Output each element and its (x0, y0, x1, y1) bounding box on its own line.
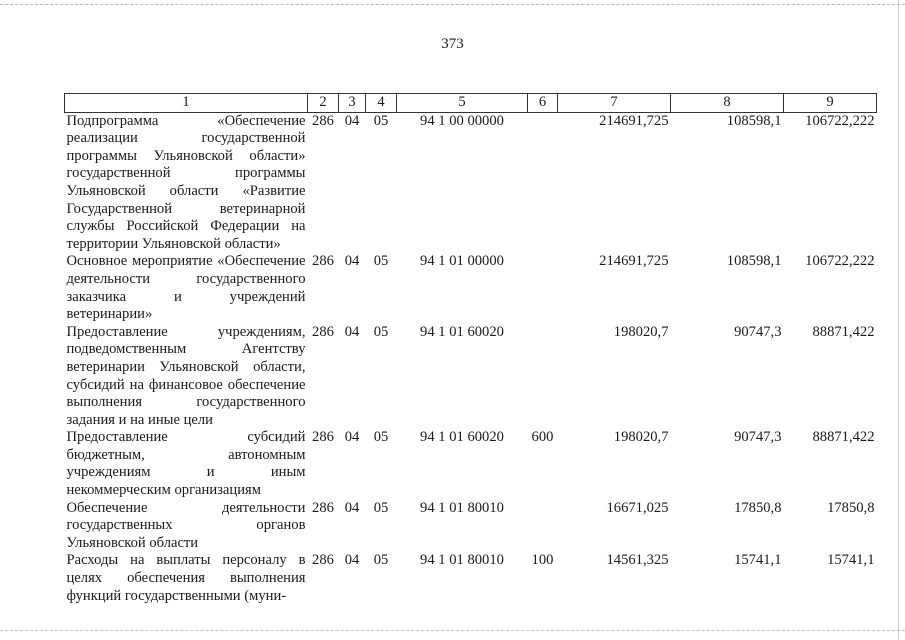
header-col-3: 3 (339, 94, 366, 113)
row-col-7: 198020,7 (613, 429, 669, 446)
row-col-8: 15741,1 (734, 552, 782, 569)
row-col-5: 94 1 01 80010 (420, 552, 504, 569)
row-col-8: 108598,1 (726, 112, 782, 129)
row-name: Расходы на выплаты персоналу в целях обеспечения выполнения функций государственными (муни- (66, 552, 306, 604)
row-col-4: 05 (373, 323, 389, 340)
budget-table (64, 93, 877, 605)
row-col-9: 88871,422 (812, 323, 875, 340)
row-col-3: 04 (344, 499, 360, 516)
row-col-5: 94 1 01 00000 (420, 253, 504, 270)
row-name: Предоставление учреждениям, подведомственным Агентству ветеринарии Ульяновской области, субсидий на финансовое обеспечение выполнения государственного задания и на иные цели (66, 323, 306, 428)
scan-bottom-edge (0, 630, 905, 631)
header-col-7: 7 (558, 94, 671, 113)
row-col-9: 106722,222 (805, 253, 875, 270)
header-col-5: 5 (397, 94, 528, 113)
row-col-7: 198020,7 (613, 323, 669, 340)
row-name: Основное мероприятие «Обеспечение деятельности государственного заказчика и учреждений ветеринарии» (66, 253, 306, 323)
table-row (65, 253, 877, 323)
row-col-5: 94 1 01 60020 (420, 323, 504, 340)
row-col-7: 214691,725 (599, 112, 669, 129)
row-col-4: 05 (373, 112, 389, 129)
scan-top-edge (0, 4, 905, 5)
row-col-4: 05 (373, 253, 389, 270)
table-row (65, 552, 877, 605)
row-name: Обеспечение деятельности государственных органов Ульяновской области (66, 499, 306, 551)
row-col-9: 106722,222 (805, 112, 875, 129)
row-col-3: 04 (344, 253, 360, 270)
page-number: 373 (441, 36, 464, 52)
row-col-3: 04 (344, 429, 360, 446)
row-col-8: 90747,3 (734, 429, 782, 446)
table-row (65, 500, 877, 553)
row-col-4: 05 (373, 499, 389, 516)
header-col-9: 9 (784, 94, 877, 113)
row-col-6 (528, 112, 558, 253)
row-col-9: 15741,1 (827, 552, 875, 569)
row-col-2: 286 (312, 552, 334, 569)
row-col-6: 100 (531, 552, 554, 569)
row-col-4: 05 (373, 429, 389, 446)
row-col-2: 286 (312, 323, 334, 340)
row-col-9: 17850,8 (827, 499, 875, 516)
header-col-8: 8 (671, 94, 784, 113)
header-col-4: 4 (366, 94, 397, 113)
row-name: Подпрограмма «Обеспечение реализации государственной программы Ульяновской области» государственной программы Ульяновской области «Развитие Государственной ветеринарной службы Российской Федерации на территории Ульяновской области» (66, 112, 306, 252)
row-col-3: 04 (344, 323, 360, 340)
row-name: Предоставление субсидий бюджетным, автономным учреждениям и иным некоммерческим организациям (66, 429, 306, 499)
table-row (65, 112, 877, 253)
row-col-3: 04 (344, 552, 360, 569)
row-col-5: 94 1 01 60020 (420, 429, 504, 446)
row-col-3: 04 (344, 112, 360, 129)
row-col-8: 17850,8 (734, 499, 782, 516)
row-col-2: 286 (312, 253, 334, 270)
row-col-6: 600 (531, 429, 554, 446)
row-col-8: 90747,3 (734, 323, 782, 340)
header-col-2: 2 (308, 94, 339, 113)
header-col-1: 1 (65, 94, 308, 113)
table-row (65, 429, 877, 499)
row-col-7: 214691,725 (599, 253, 669, 270)
row-col-6 (528, 253, 558, 323)
row-col-6 (528, 500, 558, 553)
row-col-7: 14561,325 (606, 552, 669, 569)
row-col-5: 94 1 00 00000 (420, 112, 504, 129)
header-col-6: 6 (528, 94, 558, 113)
row-col-2: 286 (312, 429, 334, 446)
scan-right-edge (898, 0, 899, 640)
row-col-2: 286 (312, 112, 334, 129)
row-col-4: 05 (373, 552, 389, 569)
table-header-row (65, 94, 877, 113)
row-col-9: 88871,422 (812, 429, 875, 446)
row-col-7: 16671,025 (606, 499, 669, 516)
table-row (65, 324, 877, 430)
row-col-6 (528, 324, 558, 430)
row-col-8: 108598,1 (726, 253, 782, 270)
row-col-5: 94 1 01 80010 (420, 499, 504, 516)
row-col-2: 286 (312, 499, 334, 516)
